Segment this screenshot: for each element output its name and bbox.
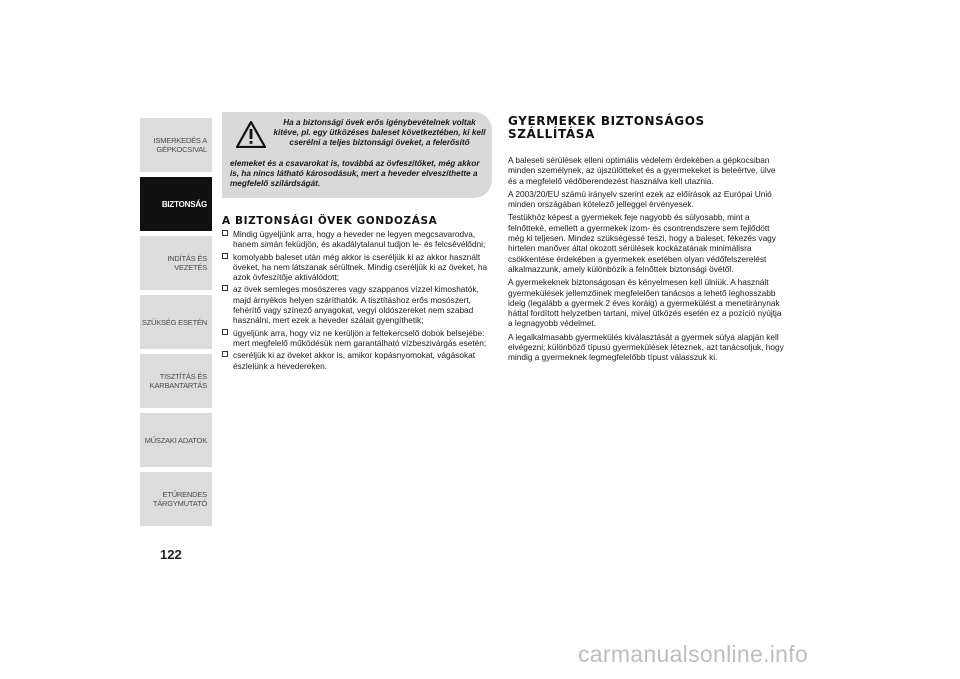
paragraph: Testükhöz képest a gyermekek feje nagyobb és súlyosabb, mint a felnőtteké, emellett a gyermekek izom- és csontrendszere sem fejlődött még ki teljesen. Mindez szükségessé teszi, hogy a baleset, fékezés vagy hirtelen manőver által okozott sérülések kockázatának minimálisra csökkentése érdekében a gyermekek esetében olyan védőfelszerelést alkalmazzunk, amely különbözik a felnőttek biztonsági övétől. [508, 212, 776, 274]
page-number: 122 [160, 547, 182, 562]
list-item-text: cseréljük ki az öveket akkor is, amikor kopásnyomokat, vágásokat észlelünk a hevedereken. [233, 350, 476, 371]
checkbox-bullet-icon [222, 253, 228, 259]
list-item-text: Mindig ügyeljünk arra, hogy a heveder ne legyen megcsavarodva, hanem simán feküdjön, és akadálytalanul tudjon le- és felcsévélődni; [233, 229, 486, 250]
tab-label: INDÍTÁS ÉS VEZETÉS [167, 254, 207, 272]
list-item-text: komolyabb baleset után még akkor is cseréljük ki az akkor használt öveket, ha nem látszanak sérültnek. Mindig cseréljük ki az öveket, ha azok övfeszítője aktiválódott; [233, 251, 488, 283]
list-item [222, 328, 497, 349]
paragraph: A gyermekeknek biztonságosan és kényelmesen kell ülniük. A használt gyermekülések jellemzőinek megfelelően tanácsos a lehető leghosszabb ideig (legalább a gyermek 2 éves koráig) a gyermekülést a menetiránynak háttal fordított helyzetben tartani, mivel ütközés esetén ez a pozíció nyújtja a legnagyobb védelmet. [508, 277, 782, 329]
tab-targymutato[interactable] [140, 472, 212, 528]
belt-care-list [222, 229, 497, 373]
paragraph: A 2003/20/EU számú irányelv szerint ezek az előírások az Európai Unió minden országában kötelező jelleggel érvényesek. [508, 188, 772, 210]
list-item-text: az övek semleges mosószeres vagy szappanos vízzel kimoshatók, majd árnyékos helyen száríthatók. A tisztításhoz erős mosószert, fehérítő vagy színező anyagokat, vegyi oldószereket nem szabad használni, mert ezek a heveder szálait gyengíthetik; [233, 284, 479, 326]
tab-muszaki[interactable] [140, 413, 212, 469]
warning-text-rest: elemeket és a csavarokat is, továbbá az övfeszítőket, még akkor is, ha nincs látható károsodásuk, mert a heveder elveszíthette a megfelelő szilárdságát. [230, 159, 480, 189]
section-title-child-safety: GYERMEKEK BIZTONSÁGOS SZÁLLÍTÁSA [508, 114, 705, 141]
list-item [222, 229, 497, 250]
warning-text-lead: Ha a biztonsági övek erős igénybevételnek voltak kitéve, pl. egy ütközéses baleset következtében, ki kell cserélni a teljes biztonsági öveket, a felerősítő [273, 118, 486, 148]
list-item-text: ügyeljünk arra, hogy víz ne kerüljön a feltekercselő dobok belsejébe: mert megfelelő működésük nem garantálható vízbeszivárgás esetén; [233, 327, 487, 348]
tab-inditas[interactable] [140, 236, 212, 292]
checkbox-bullet-icon [222, 329, 228, 335]
section-title-belt-care: A BIZTONSÁGI ÖVEK GONDOZÁSA [222, 215, 438, 227]
tab-label: ETŰRENDES TÁRGYMUTATÓ [152, 490, 207, 508]
tab-biztonsag[interactable] [140, 177, 212, 233]
tab-label: SZÜKSÉG ESETÉN [141, 317, 207, 327]
list-item [222, 284, 497, 325]
child-safety-body [508, 155, 786, 366]
paragraph: A baleseti sérülések elleni optimális védelem érdekében a gépkocsiban minden személynek, az újszülötteket és a gyermekeket is beleértve, ülve és a megfelelő védőberendezést használva kell utaznia. [508, 155, 776, 186]
list-item [222, 350, 497, 371]
warning-triangle-icon [236, 121, 266, 148]
tab-szukseg[interactable] [140, 295, 212, 351]
checkbox-bullet-icon [222, 230, 228, 236]
checkbox-bullet-icon [222, 285, 228, 291]
tab-label: ISMERKEDÉS A GÉPKOCSIVAL [153, 136, 207, 154]
warning-box [222, 112, 492, 198]
tab-label: TISZTÍTÁS ÉS KARBANTARTÁS [149, 372, 207, 390]
tab-tisztitas[interactable] [140, 354, 212, 410]
list-item [222, 252, 497, 283]
tab-label: MŰSZAKI ADATOK [144, 435, 207, 445]
tab-label: BIZTONSÁG [161, 199, 207, 209]
checkbox-bullet-icon [222, 351, 228, 357]
watermark: carmanualsonline.info [578, 641, 809, 667]
paragraph: A legalkalmasabb gyermekülés kiválasztását a gyermek súlya alapján kell elvégezni; különböző típusú gyermekülések léteznek, azt tanácsoljuk, hogy mindig a gyermeknek legmegfelelőbb típust válasszuk ki. [508, 331, 784, 363]
tab-ismerkedes[interactable] [140, 118, 212, 174]
